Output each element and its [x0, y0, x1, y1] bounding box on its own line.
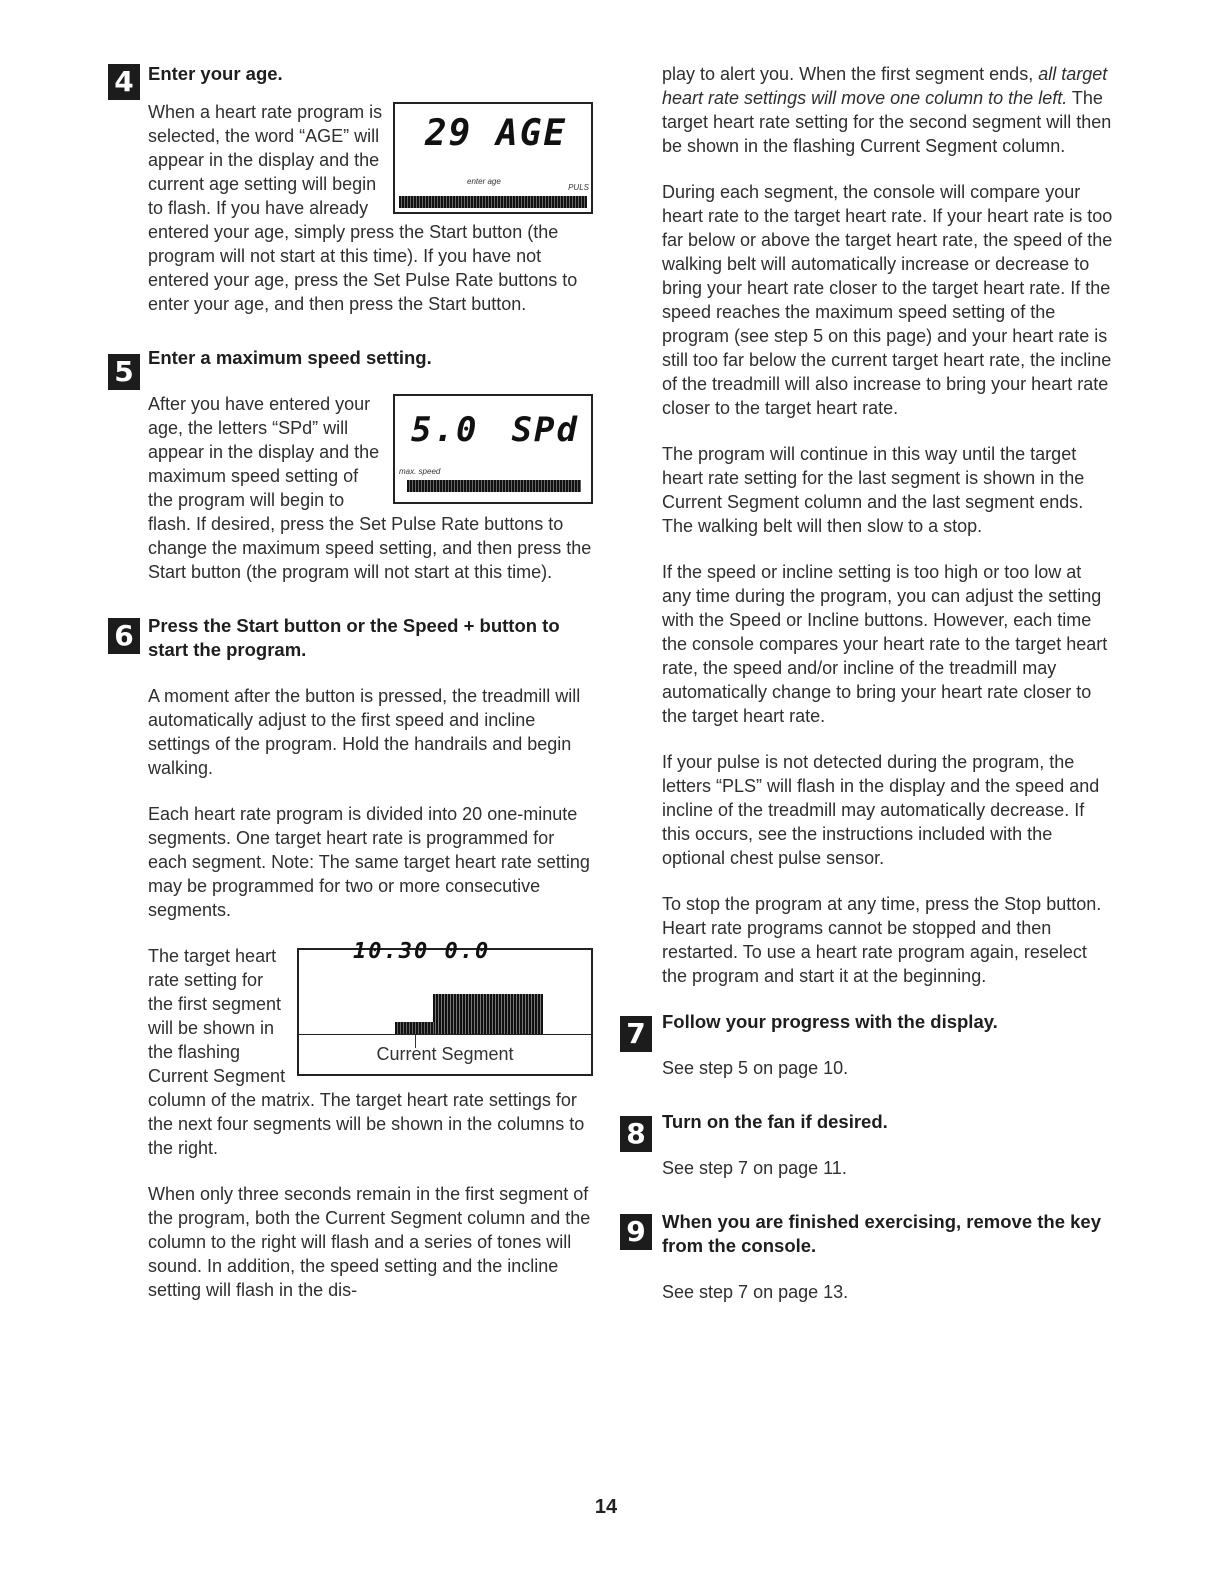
diagram-caption: Current Segment [376, 1044, 514, 1064]
left-column [108, 62, 593, 1302]
step-7-heading: Follow your progress with the display. [662, 1011, 998, 1032]
step-9 [620, 1210, 1115, 1304]
age-display-illustration [393, 102, 593, 214]
step-4-heading: Enter your age. [148, 63, 283, 84]
diagram-matrix-columns [433, 994, 543, 1034]
speed-display-illustration [393, 394, 593, 504]
paragraph-compare: During each segment, the console will compare your heart rate to the target heart rate. If your heart rate is too far below or above the target heart rate, the speed of the walking belt will automatically increase or decrease to bring your heart rate closer to the target heart rate. If the speed reaches the maximum speed setting of the program (see step 5 on this page) and your heart rate is still too far below the current target heart rate, the incline of the treadmill will also increase to bring your heart rate closer to the target heart rate. [662, 182, 1113, 418]
step-number-9: 9 [620, 1214, 652, 1250]
diagram-top-readout: 10.30 0.0 [353, 939, 491, 964]
diagram-current-column [395, 1022, 435, 1034]
age-display-sublabel: enter age [467, 177, 501, 186]
step-number-8: 8 [620, 1116, 652, 1152]
step-8-text: See step 7 on page 11. [662, 1158, 847, 1178]
step-number-7: 7 [620, 1016, 652, 1052]
step-6-paragraph-2: Each heart rate program is divided into 20 one-minute segments. One target heart rate is programmed for each segment. Note: The same target heart rate setting may be programmed for two or more consecutive segments. [148, 804, 590, 920]
paragraph-adjust: If the speed or incline setting is too high or too low at any time during the program, you can adjust the setting with the Speed or Incline buttons. However, each time the console compares your heart rate to the target heart rate, the speed and/or incline of the treadmill may automatically change to bring your heart rate closer to the target heart rate. [662, 562, 1108, 726]
step-4-body [148, 100, 593, 316]
current-segment-diagram [297, 939, 593, 1076]
step-7-text: See step 5 on page 10. [662, 1058, 849, 1078]
step-6-paragraph-3-wrap [148, 939, 593, 1160]
step-6-paragraph-3: The target heart rate setting for the first segment will be shown in the flashing Current Segment column of the matrix. The target heart rate settings for the next four segments will be shown in the columns to the right. [148, 946, 585, 1158]
step-5 [108, 346, 593, 584]
step-5-paragraph: After you have entered your age, the letters “SPd” will appear in the display and the maximum speed setting of the program will begin to flash. If desired, press the Set Pulse Rate buttons to change the maximum speed setting, and then press the Start button (the program will not start at this time). [148, 394, 592, 582]
step-9-heading: When you are finished exercising, remove the key from the console. [662, 1211, 1102, 1256]
page-number: 14 [594, 1496, 618, 1518]
right-column [620, 62, 1115, 1304]
step-number-5: 5 [108, 354, 140, 390]
speed-display-matrix [407, 480, 581, 492]
speed-display-value: 5.0 [411, 410, 479, 450]
step-6-paragraph-1: A moment after the button is pressed, the treadmill will automatically adjust to the first speed and incline settings of the program. Hold the handrails and begin walking. [148, 686, 581, 778]
step-5-body [148, 392, 593, 584]
speed-display-label: SPd [511, 410, 579, 450]
age-display-readout: 29 AGE [425, 113, 568, 154]
age-display-matrix [399, 196, 587, 208]
paragraph-pulse: If your pulse is not detected during the program, the letters “PLS” will flash in the display and the speed and incline of the treadmill may automatically decrease. If this occurs, see the instructions included with the optional chest pulse sensor. [662, 752, 1100, 868]
continued-text-italic: all target heart rate settings will move one column to the left. [662, 64, 1108, 108]
diagram-divider [299, 1034, 591, 1035]
step-6 [108, 614, 593, 1302]
step-6-heading: Press the Start button or the Speed + button to start the program. [148, 615, 560, 660]
step-7 [620, 1010, 1115, 1080]
continued-text-a: play to alert you. When the first segment ends, [662, 64, 1034, 84]
step-8-heading: Turn on the fan if desired. [662, 1111, 888, 1132]
step-5-heading: Enter a maximum speed setting. [148, 347, 432, 368]
step-number-6: 6 [108, 618, 140, 654]
step-4-paragraph: When a heart rate program is selected, the word “AGE” will appear in the display and the current age setting will begin to flash. If you have already entered your age, simply press the Start button (the program will not start at this time). If you have not entered your age, press the Set Pulse Rate buttons to enter your age, and then press the Start button. [148, 102, 578, 314]
paragraph-stop: To stop the program at any time, press the Stop button. Heart rate programs cannot be stopped and then restarted. To use a heart rate program again, reselect the program and start it at the beginning. [662, 894, 1102, 986]
step-9-text: See step 7 on page 13. [662, 1282, 849, 1302]
speed-display-sublabel: max. speed [399, 467, 441, 476]
step-4 [108, 62, 593, 316]
step-number-4: 4 [108, 64, 140, 100]
age-display-corner-label: PULS [568, 183, 589, 192]
step-6-continued [662, 62, 1115, 158]
paragraph-continue: The program will continue in this way until the target heart rate setting for the last segment is shown in the Current Segment column and the last segment ends. The walking belt will then slow to a stop. [662, 444, 1085, 536]
step-8 [620, 1110, 1115, 1180]
continued-text-b: The target heart rate setting for the second segment will then be shown in the flashing Current Segment column. [662, 88, 1112, 156]
step-6-paragraph-4: When only three seconds remain in the first segment of the program, both the Current Segment column and the column to the right will flash and a series of tones will sound. In addition, the speed setting and the incline setting will flash in the dis- [148, 1184, 591, 1300]
